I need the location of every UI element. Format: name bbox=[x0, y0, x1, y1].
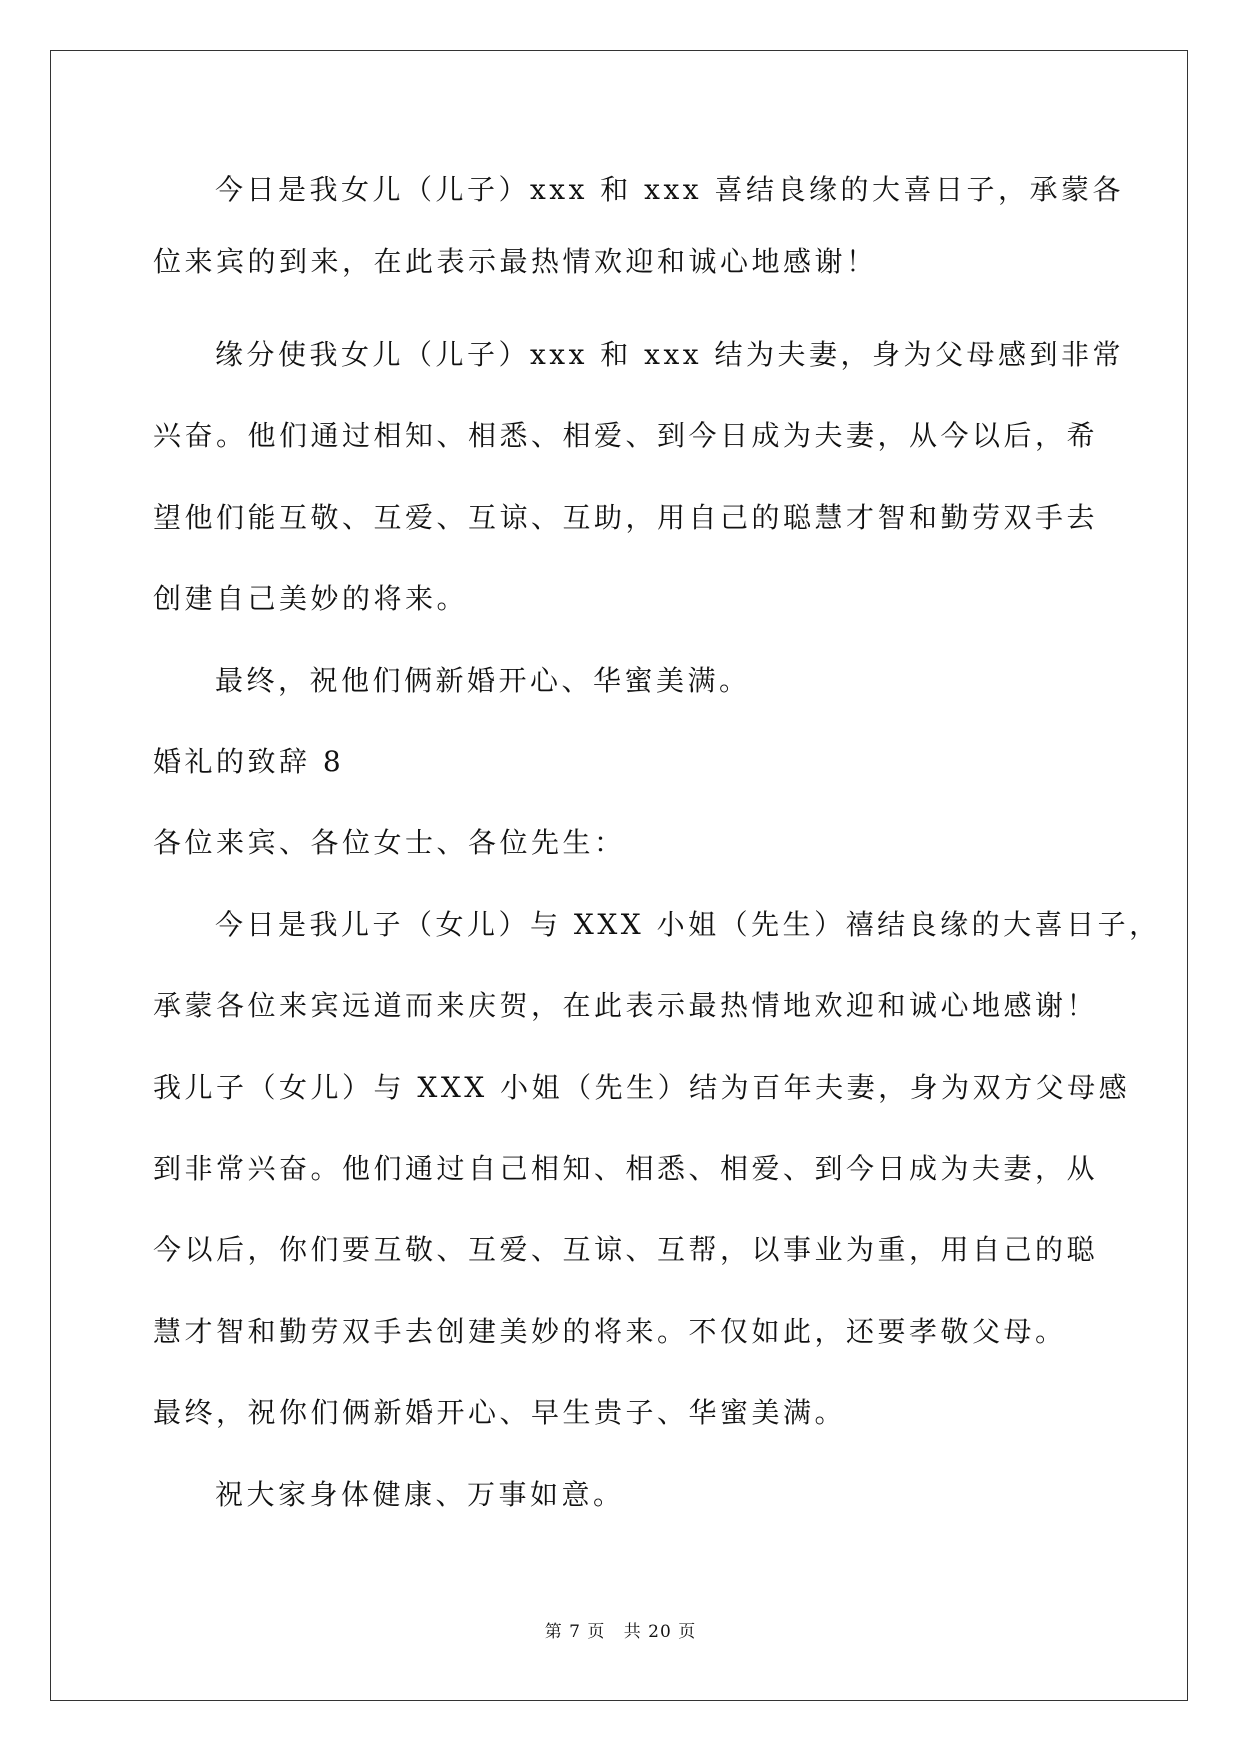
paragraph-line: 兴奋。他们通过相知、相悉、相爱、到今日成为夫妻，从今以后，希 bbox=[153, 419, 1099, 452]
paragraph-line: 今日是我女儿（儿子）xxx 和 xxx 喜结良缘的大喜日子，承蒙各 bbox=[215, 173, 1124, 206]
paragraph-line: 缘分使我女儿（儿子）xxx 和 xxx 结为夫妻，身为父母感到非常 bbox=[215, 338, 1124, 371]
paragraph-line: 创建自己美妙的将来。 bbox=[153, 582, 469, 615]
total-pages: 共 20 页 bbox=[623, 1622, 697, 1642]
section-heading: 婚礼的致辞 8 bbox=[153, 745, 345, 778]
paragraph-line: 祝大家身体健康、万事如意。 bbox=[215, 1478, 625, 1511]
paragraph-line: 位来宾的到来，在此表示最热情欢迎和诚心地感谢！ bbox=[153, 245, 878, 278]
paragraph-line: 今日是我儿子（女儿）与 XXX 小姐（先生）禧结良缘的大喜日子， bbox=[215, 908, 1161, 941]
paragraph-line: 最终，祝你们俩新婚开心、早生贵子、华蜜美满。 bbox=[153, 1396, 847, 1429]
page-footer bbox=[0, 1621, 1241, 1643]
salutation: 各位来宾、各位女士、各位先生： bbox=[153, 826, 626, 859]
paragraph-line: 最终，祝他们俩新婚开心、华蜜美满。 bbox=[215, 664, 751, 697]
paragraph-line: 慧才智和勤劳双手去创建美妙的将来。不仅如此，还要孝敬父母。 bbox=[153, 1315, 1067, 1348]
page-border bbox=[50, 50, 1188, 1701]
paragraph-line: 到非常兴奋。他们通过自己相知、相悉、相爱、到今日成为夫妻，从 bbox=[153, 1152, 1099, 1185]
paragraph-line: 承蒙各位来宾远道而来庆贺，在此表示最热情地欢迎和诚心地感谢！ bbox=[153, 989, 1099, 1022]
current-page-number: 第 7 页 bbox=[544, 1622, 606, 1642]
paragraph-line: 我儿子（女儿）与 XXX 小姐（先生）结为百年夫妻，身为双方父母感 bbox=[153, 1071, 1131, 1104]
paragraph-line: 望他们能互敬、互爱、互谅、互助，用自己的聪慧才智和勤劳双手去 bbox=[153, 501, 1099, 534]
paragraph-line: 今以后，你们要互敬、互爱、互谅、互帮，以事业为重，用自己的聪 bbox=[153, 1233, 1099, 1266]
